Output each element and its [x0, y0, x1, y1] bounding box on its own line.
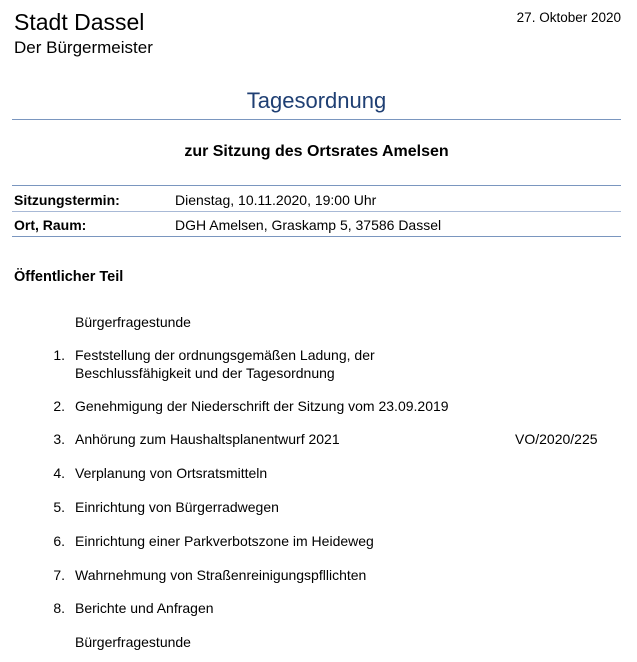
agenda-item-text: Anhörung zum Haushaltsplanentwurf 2021: [75, 431, 340, 447]
agenda-item-text: Bürgerfragestunde: [75, 314, 191, 330]
agenda-item-text: Feststellung der ordnungsgemäßen Ladung, der: [75, 347, 375, 363]
info-top-divider: [12, 185, 621, 186]
agenda-item-text-continued: Beschlussfähigkeit und der Tagesordnung: [75, 365, 335, 381]
meeting-place-label: Ort, Raum:: [14, 217, 87, 233]
info-bottom-divider: [12, 236, 621, 237]
agenda-item-text: Verplanung von Ortsratsmitteln: [75, 465, 268, 481]
info-row-divider: [12, 211, 621, 212]
agenda-item-text: Berichte und Anfragen: [75, 600, 214, 616]
agenda-item-number: 8.: [53, 600, 65, 616]
agenda-item-text: Wahrnehmung von Straßenreinigungspfllichten: [75, 567, 367, 583]
agenda-item-number: 4.: [53, 465, 65, 481]
agenda-item-number: 1.: [53, 347, 65, 363]
agenda-item-number: 6.: [53, 533, 65, 549]
agenda-item-number: 2.: [53, 398, 65, 414]
meeting-date-value: Dienstag, 10.11.2020, 19:00 Uhr: [175, 192, 377, 208]
agenda-item-number: 3.: [53, 431, 65, 447]
title-divider: [12, 119, 621, 120]
meeting-date-label: Sitzungstermin:: [14, 192, 120, 208]
organization-name: Stadt Dassel: [14, 9, 145, 35]
document-subtitle: zur Sitzung des Ortsrates Amelsen: [184, 143, 449, 160]
agenda-item-text: Genehmigung der Niederschrift der Sitzung vom 23.09.2019: [75, 398, 449, 414]
agenda-item-text: Einrichtung von Bürgerradwegen: [75, 499, 279, 515]
agenda-item: [0, 346, 637, 382]
organization-subtitle: Der Bürgermeister: [14, 38, 153, 57]
document-title: Tagesordnung: [246, 88, 387, 113]
meeting-place-value: DGH Amelsen, Graskamp 5, 37586 Dassel: [175, 217, 442, 233]
agenda-item-text: Einrichtung einer Parkverbotszone im Heideweg: [75, 533, 374, 549]
document-date: 27. Oktober 2020: [516, 10, 621, 25]
agenda-item-number: 7.: [53, 567, 65, 583]
agenda-item-text: Bürgerfragestunde: [75, 634, 191, 650]
agenda-item-reference: VO/2020/225: [515, 431, 598, 447]
agenda-item-number: 5.: [53, 499, 65, 515]
public-section-title: Öffentlicher Teil: [14, 269, 124, 285]
